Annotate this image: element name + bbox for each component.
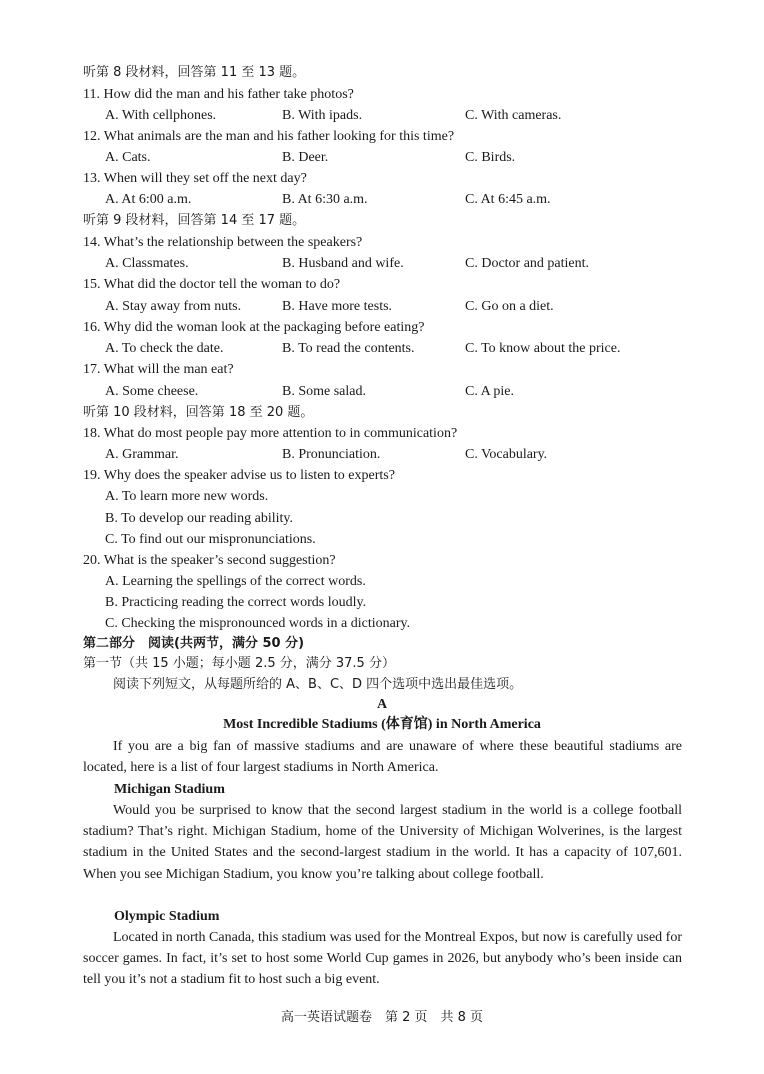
question-13: 13. When will they set off the next day? [83, 171, 307, 186]
options-row [105, 296, 725, 317]
option-b: B. To read the contents. [282, 341, 415, 356]
options-row [105, 444, 725, 465]
question-20: 20. What is the speaker’s second suggestion? [83, 553, 336, 568]
section-header: 听第 10 段材料，回答第 18 至 20 题。 [83, 405, 314, 420]
page-footer: 高一英语试题卷 第 2 页 共 8 页 [280, 1010, 484, 1025]
intro-paragraph: If you are a big fan of massive stadiums and are unaware of where these beautiful stadiums are located, here is a list of four largest stadiums in North America. [83, 739, 682, 776]
option-b: B. To develop our reading ability. [105, 511, 293, 526]
instruction: 阅读下列短文，从每题所给的 A、B、C、D 四个选项中选出最佳选项。 [113, 677, 523, 692]
option-b: B. Practicing reading the correct words loudly. [105, 595, 367, 610]
option-b: B. With ipads. [282, 108, 363, 123]
option-a: A. At 6:00 a.m. [105, 192, 192, 207]
option-a: A. Grammar. [105, 447, 179, 462]
option-b: B. Deer. [282, 150, 329, 165]
option-b: B. Some salad. [282, 384, 366, 399]
question-16: 16. Why did the woman look at the packaging before eating? [83, 320, 425, 335]
paragraph-olympic: Located in north Canada, this stadium was used for the Montreal Expos, but now is carefully used for soccer games. In fact, it’s set to host some World Cup games in 2026, but anybody who’s been inside can tell you it’s not a stadium fit to host such a big event. [83, 930, 682, 988]
options-row [105, 253, 725, 274]
option-a: A. Cats. [105, 150, 151, 165]
option-c: C. To know about the price. [465, 341, 621, 356]
question-18: 18. What do most people pay more attention to in communication? [83, 426, 458, 441]
option-a: A. To check the date. [105, 341, 224, 356]
section-header: 听第 9 段材料，回答第 14 至 17 题。 [83, 213, 306, 228]
option-c: C. Doctor and patient. [465, 256, 590, 271]
option-a: A. With cellphones. [105, 108, 217, 123]
option-b: B. Husband and wife. [282, 256, 404, 271]
question-19: 19. Why does the speaker advise us to listen to experts? [83, 468, 395, 483]
question-14: 14. What’s the relationship between the speakers? [83, 235, 363, 250]
option-a: A. Some cheese. [105, 384, 199, 399]
question-17: 17. What will the man eat? [83, 362, 234, 377]
option-c: C. Vocabulary. [465, 447, 548, 462]
options-row [105, 189, 725, 210]
section-title: 第一节（共 15 小题；每小题 2.5 分，满分 37.5 分） [83, 656, 395, 671]
passage-title: Most Incredible Stadiums (体育馆) in North America [223, 717, 541, 732]
passage-letter: A [376, 697, 388, 712]
question-11: 11. How did the man and his father take photos? [83, 87, 354, 102]
option-b: B. At 6:30 a.m. [282, 192, 368, 207]
option-c: C. Birds. [465, 150, 516, 165]
options-row [105, 105, 725, 126]
option-b: B. Have more tests. [282, 299, 393, 314]
options-row [105, 147, 725, 168]
options-row [105, 338, 725, 359]
option-a: A. Learning the spellings of the correct words. [105, 574, 366, 589]
option-c: C. Checking the mispronounced words in a dictionary. [105, 616, 411, 631]
option-b: B. Pronunciation. [282, 447, 381, 462]
option-c: C. To find out our mispronunciations. [105, 532, 316, 547]
section-header: 听第 8 段材料，回答第 11 至 13 题。 [83, 65, 306, 80]
option-a: A. Stay away from nuts. [105, 299, 242, 314]
paragraph-michigan: Would you be surprised to know that the second largest stadium in the world is a college football stadium? That’s right. Michigan Stadium, home of the University of Michigan Wolverines, is the largest stadium in the United States and the second-largest stadium in the world. It has a capacity of 107,601. When you see Michigan Stadium, you know you’re talking about college football. [83, 803, 682, 882]
question-15: 15. What did the doctor tell the woman to do? [83, 277, 341, 292]
subheading-michigan: Michigan Stadium [114, 782, 225, 797]
part-title: 第二部分 阅读(共两节，满分 50 分) [83, 636, 305, 651]
option-a: A. To learn more new words. [105, 489, 269, 504]
option-c: C. Go on a diet. [465, 299, 554, 314]
option-a: A. Classmates. [105, 256, 189, 271]
option-c: C. With cameras. [465, 108, 562, 123]
question-12: 12. What animals are the man and his father looking for this time? [83, 129, 455, 144]
option-c: C. A pie. [465, 384, 515, 399]
subheading-olympic: Olympic Stadium [114, 909, 220, 924]
options-row [105, 381, 725, 402]
option-c: C. At 6:45 a.m. [465, 192, 551, 207]
